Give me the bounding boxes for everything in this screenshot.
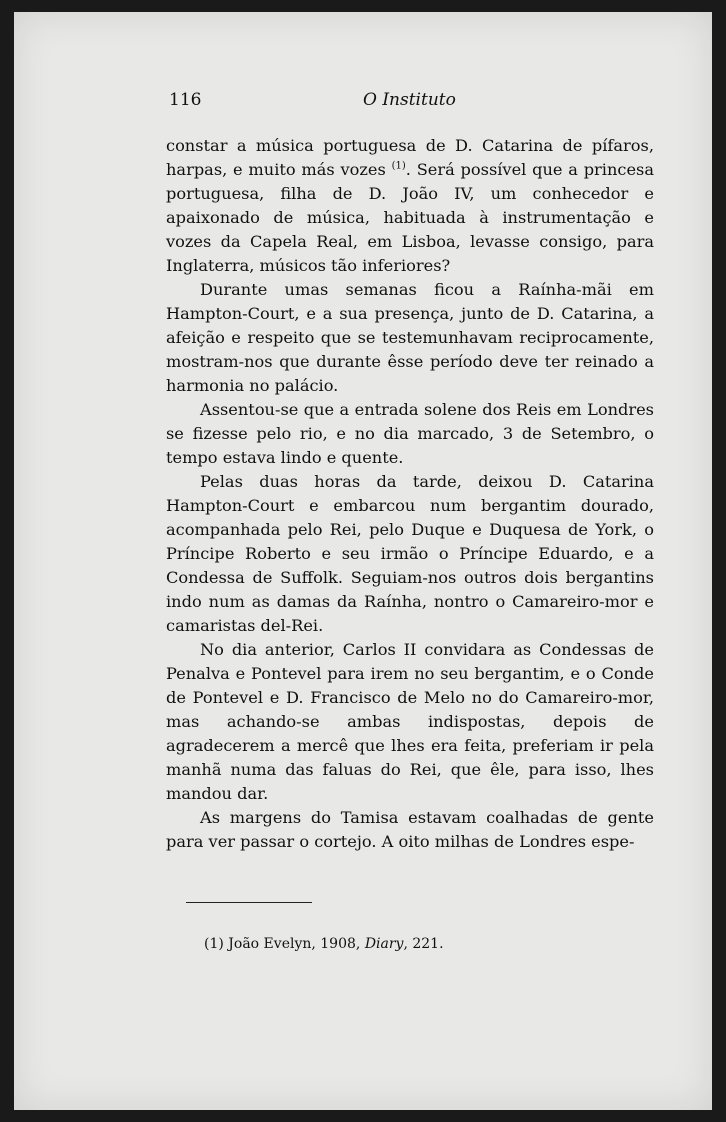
footnote-divider <box>186 902 312 903</box>
paragraph-3: Assentou-se que a entrada solene dos Reis em Londres se fizesse pelo rio, e no dia marcado, 3 de Setembro, o tempo estava lindo e quente. <box>166 400 654 467</box>
body-text <box>166 134 654 854</box>
paragraph-1 <box>166 134 654 278</box>
footnote-text-before: João Evelyn, 1908, <box>223 936 365 952</box>
paragraph-5: No dia anterior, Carlos II convidara as Condessas de Penalva e Pontevel para irem no seu bergantim, e o Conde de Pontevel e D. Francisco de Melo no do Camareiro-mor, mas achando-se ambas indispostas, depois de agradecerem a mercê que lhes era feita, preferiam ir pela manhã numa das faluas do Rei, que êle, para isso, lhes mandou dar. <box>166 640 654 803</box>
paragraph-2: Durante umas semanas ficou a Raínha-mãi em Hampton-Court, e a sua presença, junto de D. Catarina, a afeição e respeito que se testemunhavam reciprocamente, mostram-nos que durante êsse período deve ter reinado a harmonia no palácio. <box>166 280 654 395</box>
page-number: 116 <box>169 90 202 110</box>
footnote-reference: (1) <box>391 160 406 172</box>
paragraph-1-text-a: constar a música portuguesa de D. Catarina de pífaros, harpas, e muito más vozes <box>166 136 654 179</box>
paragraph-6: As margens do Tamisa estavam coalhadas de gente para ver passar o cortejo. A oito milhas de Londres espe- <box>166 808 654 851</box>
footnote-italic-title: Diary <box>364 936 404 952</box>
running-title: O Instituto <box>363 90 456 110</box>
running-header <box>169 90 469 116</box>
paragraph-4: Pelas duas horas da tarde, deixou D. Catarina Hampton-Court e embarcou num bergantim dourado, acompanhada pelo Rei, pelo Duque e Duquesa de York, o Príncipe Roberto e seu irmão o Príncipe Eduardo, e a Condessa de Suffolk. Seguiam-nos outros dois bergantins indo num as damas da Raínha, nontro o Camareiro-mor e camaristas del-Rei. <box>166 472 654 635</box>
footnote <box>204 936 624 952</box>
footnote-marker: (1) <box>204 936 224 952</box>
paragraph-1-text-b: . Será possível que a princesa portuguesa, filha de D. João IV, um conhecedor e apaixonado de música, habituada à instrumentação e vozes da Capela Real, em Lisboa, levasse consigo, para Inglaterra, músicos tão inferiores? <box>166 160 655 275</box>
footnote-text-after: , 221. <box>403 936 444 952</box>
book-page <box>14 12 712 1110</box>
